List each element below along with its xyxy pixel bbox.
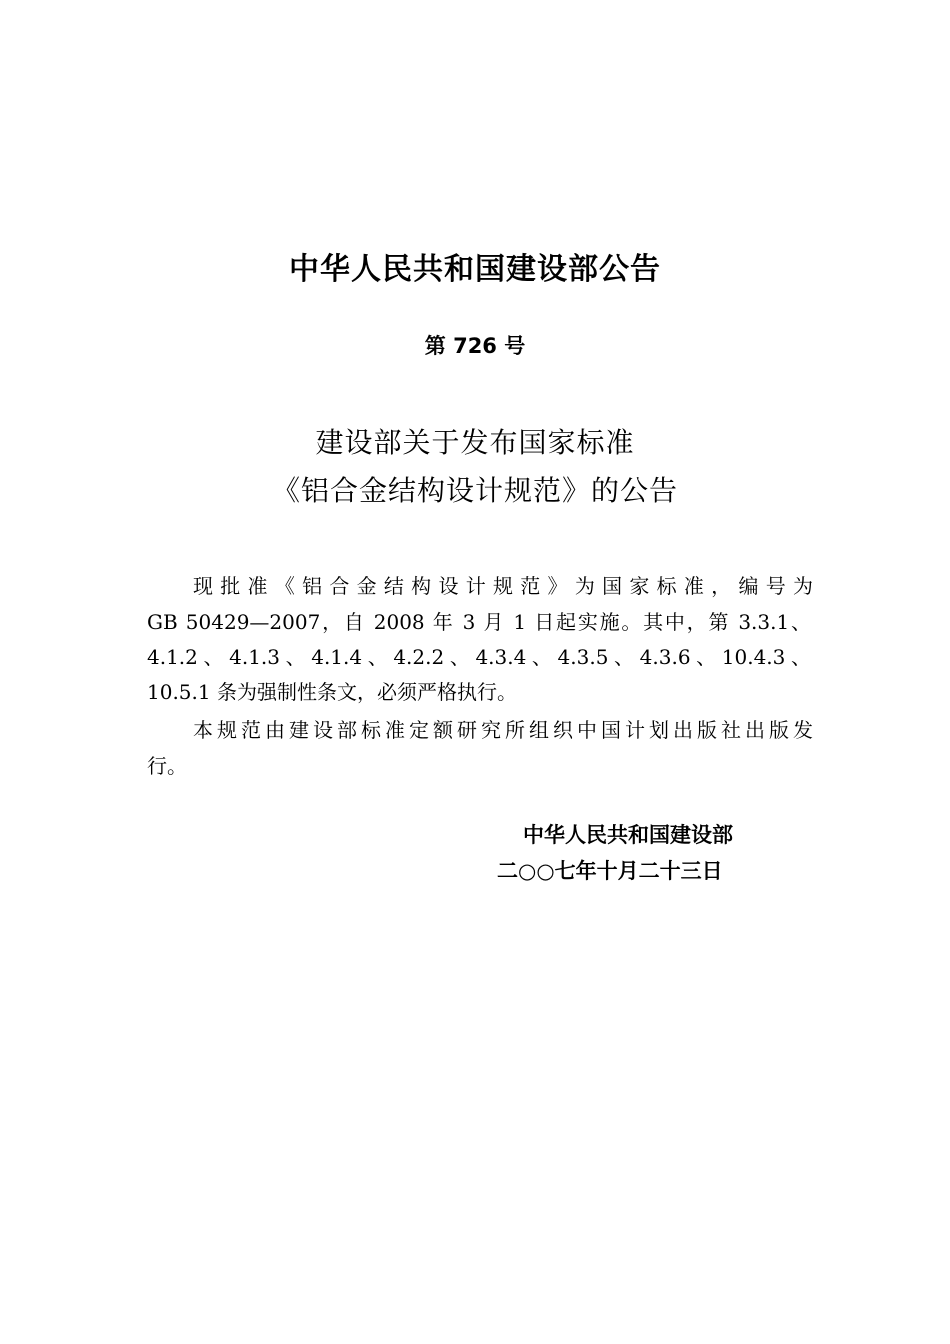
body-paragraph1-line3: 4.1.2、4.1.3、4.1.4、4.2.2、4.3.4、4.3.5、4.3.6、10.4.3、 bbox=[147, 645, 811, 669]
body-paragraph1-line2: GB 50429—2007，自 2008 年 3 月 1 日起实施。其中，第 3.3.1、 bbox=[147, 610, 811, 634]
body-paragraph1-line4: 10.5.1 条为强制性条文，必须严格执行。 bbox=[147, 680, 517, 704]
body-paragraph2-line1: 本规范由建设部标准定额研究所组织中国计划出版社出版发 bbox=[193, 718, 813, 742]
announcement-subtitle-line1: 建设部关于发布国家标准 bbox=[315, 426, 635, 459]
body-paragraph2-line2: 行。 bbox=[147, 754, 187, 778]
signature-date: 二○○七年十月二十三日 bbox=[497, 859, 723, 883]
announcement-subtitle-line2: 《铝合金结构设计规范》的公告 bbox=[271, 474, 678, 507]
signature-organization: 中华人民共和国建设部 bbox=[523, 823, 733, 847]
announcement-number: 第 726 号 bbox=[424, 334, 526, 358]
body-paragraph1-line1: 现批准《铝合金结构设计规范》为国家标准，编号为 bbox=[193, 574, 813, 598]
announcement-title: 中华人民共和国建设部公告 bbox=[289, 252, 661, 287]
